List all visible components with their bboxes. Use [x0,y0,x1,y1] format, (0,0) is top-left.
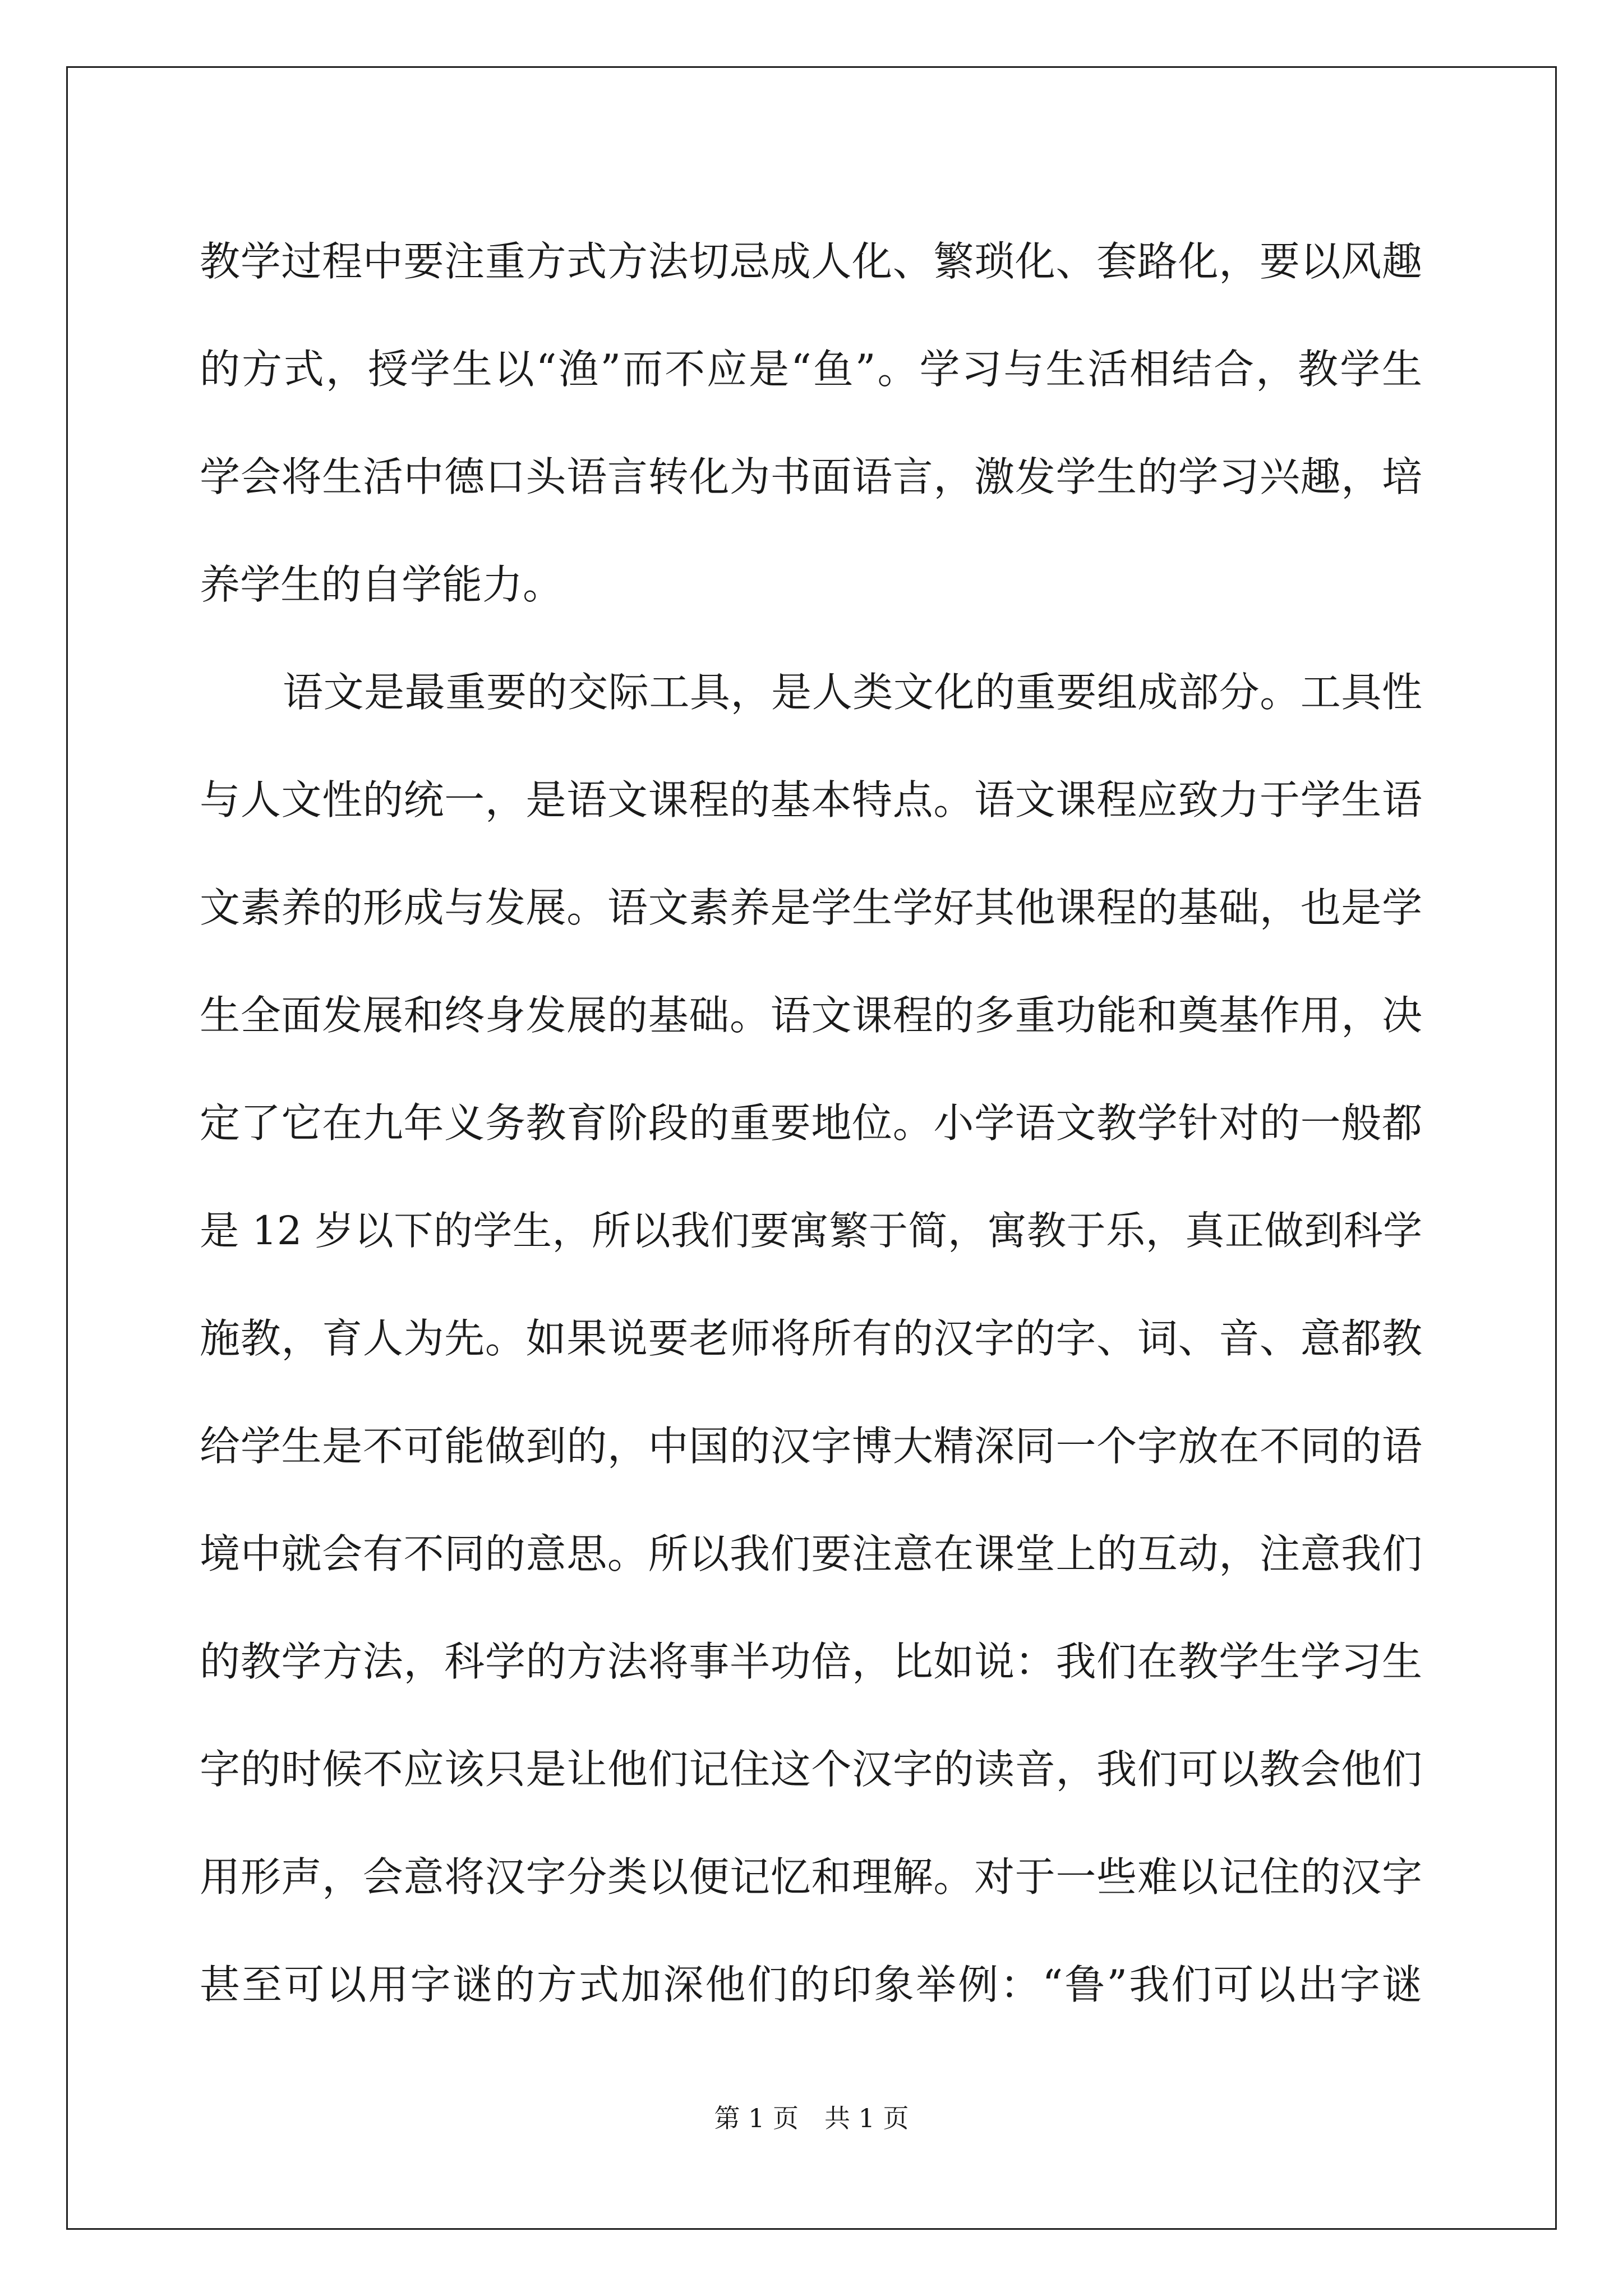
paragraph-line: 甚至可以用字谜的方式加深他们的印象举例：“鲁”我们可以出字谜 [200,1961,1422,2008]
paragraph-line: 施教，育人为先。如果说要老师将所有的汉字的字、词、音、意都教 [200,1315,1422,1362]
paragraph-line: 养学生的自学能力。 [200,561,564,608]
paragraph-line: 字的时候不应该只是让他们记住这个汉字的读音，我们可以教会他们 [200,1746,1422,1793]
paragraph-line: 语文是最重要的交际工具，是人类文化的重要组成部分。工具性 [283,669,1422,716]
paragraph-line: 用形声，会意将汉字分类以便记忆和理解。对于一些难以记住的汉字 [200,1853,1422,1901]
page-number-footer: 第 1 页 共 1 页 [714,2103,909,2133]
paragraph-line: 是 12 岁以下的学生，所以我们要寓繁于简，寓教于乐，真正做到科学 [200,1208,1422,1254]
document-body [200,208,1422,2039]
paragraph-line: 文素养的形成与发展。语文素养是学生学好其他课程的基础，也是学 [200,884,1422,931]
paragraph-line: 境中就会有不同的意思。所以我们要注意在课堂上的互动，注意我们 [200,1530,1422,1577]
paragraph-line: 的方式，授学生以“渔”而不应是“鱼”。学习与生活相结合，教学生 [200,346,1422,393]
paragraph-line: 与人文性的统一，是语文课程的基本特点。语文课程应致力于学生语 [200,776,1422,823]
paragraph-line: 学会将生活中德口头语言转化为书面语言，激发学生的学习兴趣，培 [200,453,1422,500]
paragraph-line: 给学生是不可能做到的，中国的汉字博大精深同一个字放在不同的语 [200,1423,1422,1470]
paragraph-line: 生全面发展和终身发展的基础。语文课程的多重功能和奠基作用，决 [200,992,1422,1039]
paragraph-line: 的教学方法，科学的方法将事半功倍，比如说：我们在教学生学习生 [200,1638,1422,1685]
paragraph-line: 教学过程中要注重方式方法切忌成人化、繁琐化、套路化，要以风趣 [200,238,1422,285]
paragraph-line: 定了它在九年义务教育阶段的重要地位。小学语文教学针对的一般都 [200,1099,1422,1147]
